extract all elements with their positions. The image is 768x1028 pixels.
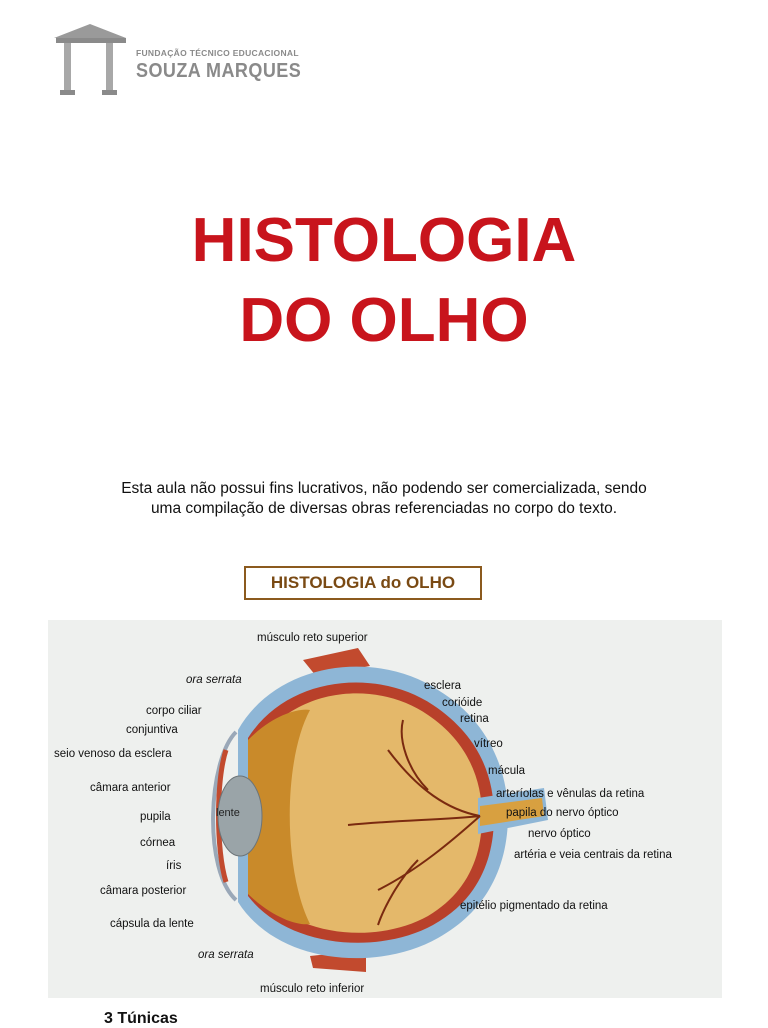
label-conjuntiva: conjuntiva — [126, 724, 178, 736]
label-camara-posterior: câmara posterior — [100, 885, 187, 897]
label-retina: retina — [460, 713, 489, 725]
label-capsula: cápsula da lente — [110, 918, 194, 930]
label-ora-serrata-bottom: ora serrata — [198, 949, 254, 961]
page-title-line2: DO OLHO — [239, 286, 529, 355]
label-camara-anterior: câmara anterior — [90, 782, 171, 794]
label-coroide: corióide — [442, 697, 483, 709]
disclaimer-line1: Esta aula não possui fins lucrativos, não podendo ser comercializada, sendo — [121, 480, 647, 497]
label-arteria-veia: artéria e veia centrais da retina — [514, 849, 672, 861]
disclaimer-line2: uma compilação de diversas obras referenciadas no corpo do texto. — [150, 500, 618, 517]
institution-logo — [52, 22, 312, 98]
label-cornea: córnea — [140, 837, 176, 849]
label-papila: papila do nervo óptico — [506, 807, 619, 819]
page-title-line1: HISTOLOGIA — [191, 206, 577, 275]
label-nervo-optico: nervo óptico — [528, 828, 591, 840]
label-corpo-ciliar: corpo ciliar — [146, 705, 202, 717]
label-iris: íris — [166, 860, 182, 872]
temple-logo-icon — [52, 22, 132, 98]
eye-anatomy-figure — [48, 620, 722, 998]
section-title-box: HISTOLOGIA do OLHO — [244, 566, 482, 600]
section-heading-tunicas: 3 Túnicas — [104, 1010, 178, 1027]
label-pupila: pupila — [140, 811, 171, 823]
label-musculo-reto-inferior: músculo reto inferior — [260, 983, 365, 995]
label-musculo-reto-superior: músculo reto superior — [257, 632, 368, 644]
logo-foundation-text: FUNDAÇÃO TÉCNICO EDUCACIONAL — [136, 48, 299, 58]
eye-diagram-illustration — [48, 620, 722, 998]
label-ora-serrata-top: ora serrata — [186, 674, 242, 686]
label-arteriolas: arteríolas e vênulas da retina — [496, 788, 645, 800]
lens-label: lente — [216, 807, 240, 819]
label-vitreo: vítreo — [474, 738, 503, 750]
label-seio-venoso: seio venoso da esclera — [54, 748, 172, 760]
label-macula: mácula — [488, 765, 526, 777]
label-esclera: esclera — [424, 680, 462, 692]
disclaimer — [80, 479, 688, 519]
logo-name-text: SOUZA MARQUES — [136, 60, 302, 82]
label-epitelio: epitélio pigmentado da retina — [460, 900, 608, 912]
